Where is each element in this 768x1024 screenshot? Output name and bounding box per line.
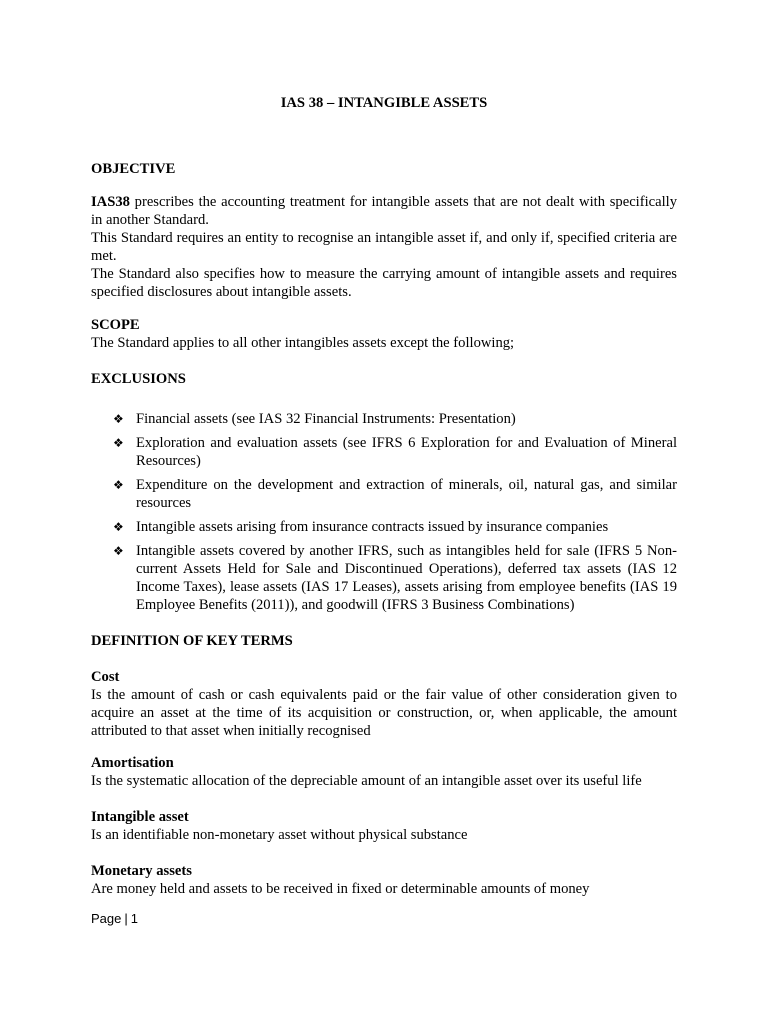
term-definition: Is the systematic allocation of the depreciable amount of an intangible asset over its useful life [91, 773, 642, 789]
list-item [113, 542, 677, 614]
term-monetary-assets [91, 862, 677, 898]
list-item [113, 476, 677, 512]
list-item [113, 410, 677, 428]
term-name: Monetary assets [91, 863, 192, 879]
exclusions-heading: EXCLUSIONS [91, 371, 186, 387]
objective-text [91, 193, 677, 301]
document-page [91, 0, 677, 1024]
objective-heading: OBJECTIVE [91, 161, 176, 177]
exclusion-item-text: Intangible assets arising from insurance contracts issued by insurance companies [136, 519, 609, 535]
objective-paragraph-2: This Standard requires an entity to recognise an intangible asset if, and only if, specified criteria are met. [91, 230, 677, 264]
diamond-bullet-icon: ❖ [113, 544, 124, 558]
term-amortisation [91, 754, 677, 790]
list-item [113, 518, 677, 536]
term-cost [91, 668, 677, 740]
term-definition: Is the amount of cash or cash equivalents paid or the fair value of other consideration given to acquire an asset at the time of its acquisition or construction, or, when applicable, the amount attributed to that asset when initially recognised [91, 687, 677, 739]
term-name: Cost [91, 669, 120, 685]
diamond-bullet-icon: ❖ [113, 520, 124, 534]
term-intangible-asset [91, 808, 677, 844]
term-definition: Is an identifiable non-monetary asset without physical substance [91, 827, 468, 843]
diamond-bullet-icon: ❖ [113, 478, 124, 492]
page-footer [91, 910, 138, 928]
objective-lead: IAS38 [91, 194, 130, 210]
page-label: Page [91, 911, 122, 926]
term-name: Amortisation [91, 755, 174, 771]
exclusion-item-text: Intangible assets covered by another IFRS, such as intangibles held for sale (IFRS 5 Non-current Assets Held for Sale and Discontinued Operations), deferred tax assets (IAS 12 Income Taxes), lease assets (IAS 17 Leases), assets arising from employee benefits (IAS 19 Employee Benefits (2011)), and goodwill (IFRS 3 Business Combinations) [136, 543, 677, 613]
objective-p1-rest: prescribes the accounting treatment for intangible assets that are not dealt with specifically in another Standard. [91, 194, 677, 228]
exclusion-item-text: Financial assets (see IAS 32 Financial Instruments: Presentation) [136, 411, 516, 427]
term-definition: Are money held and assets to be received in fixed or determinable amounts of money [91, 881, 590, 897]
objective-paragraph-3: The Standard also specifies how to measure the carrying amount of intangible assets and requires specified disclosures about intangible assets. [91, 266, 677, 300]
exclusions-list [113, 410, 677, 620]
page-number: 1 [130, 911, 138, 926]
list-item [113, 434, 677, 470]
document-title: IAS 38 – INTANGIBLE ASSETS [280, 95, 488, 111]
exclusion-item-text: Expenditure on the development and extraction of minerals, oil, natural gas, and similar resources [136, 477, 677, 511]
page-separator: | [124, 911, 128, 926]
term-name: Intangible asset [91, 809, 189, 825]
exclusion-item-text: Exploration and evaluation assets (see IFRS 6 Exploration for and Evaluation of Mineral Resources) [136, 435, 677, 469]
definitions-heading: DEFINITION OF KEY TERMS [91, 633, 293, 649]
objective-paragraph-1 [91, 193, 677, 229]
scope-heading: SCOPE [91, 317, 140, 333]
diamond-bullet-icon: ❖ [113, 412, 124, 426]
scope-text: The Standard applies to all other intangibles assets except the following; [91, 335, 515, 351]
diamond-bullet-icon: ❖ [113, 436, 124, 450]
